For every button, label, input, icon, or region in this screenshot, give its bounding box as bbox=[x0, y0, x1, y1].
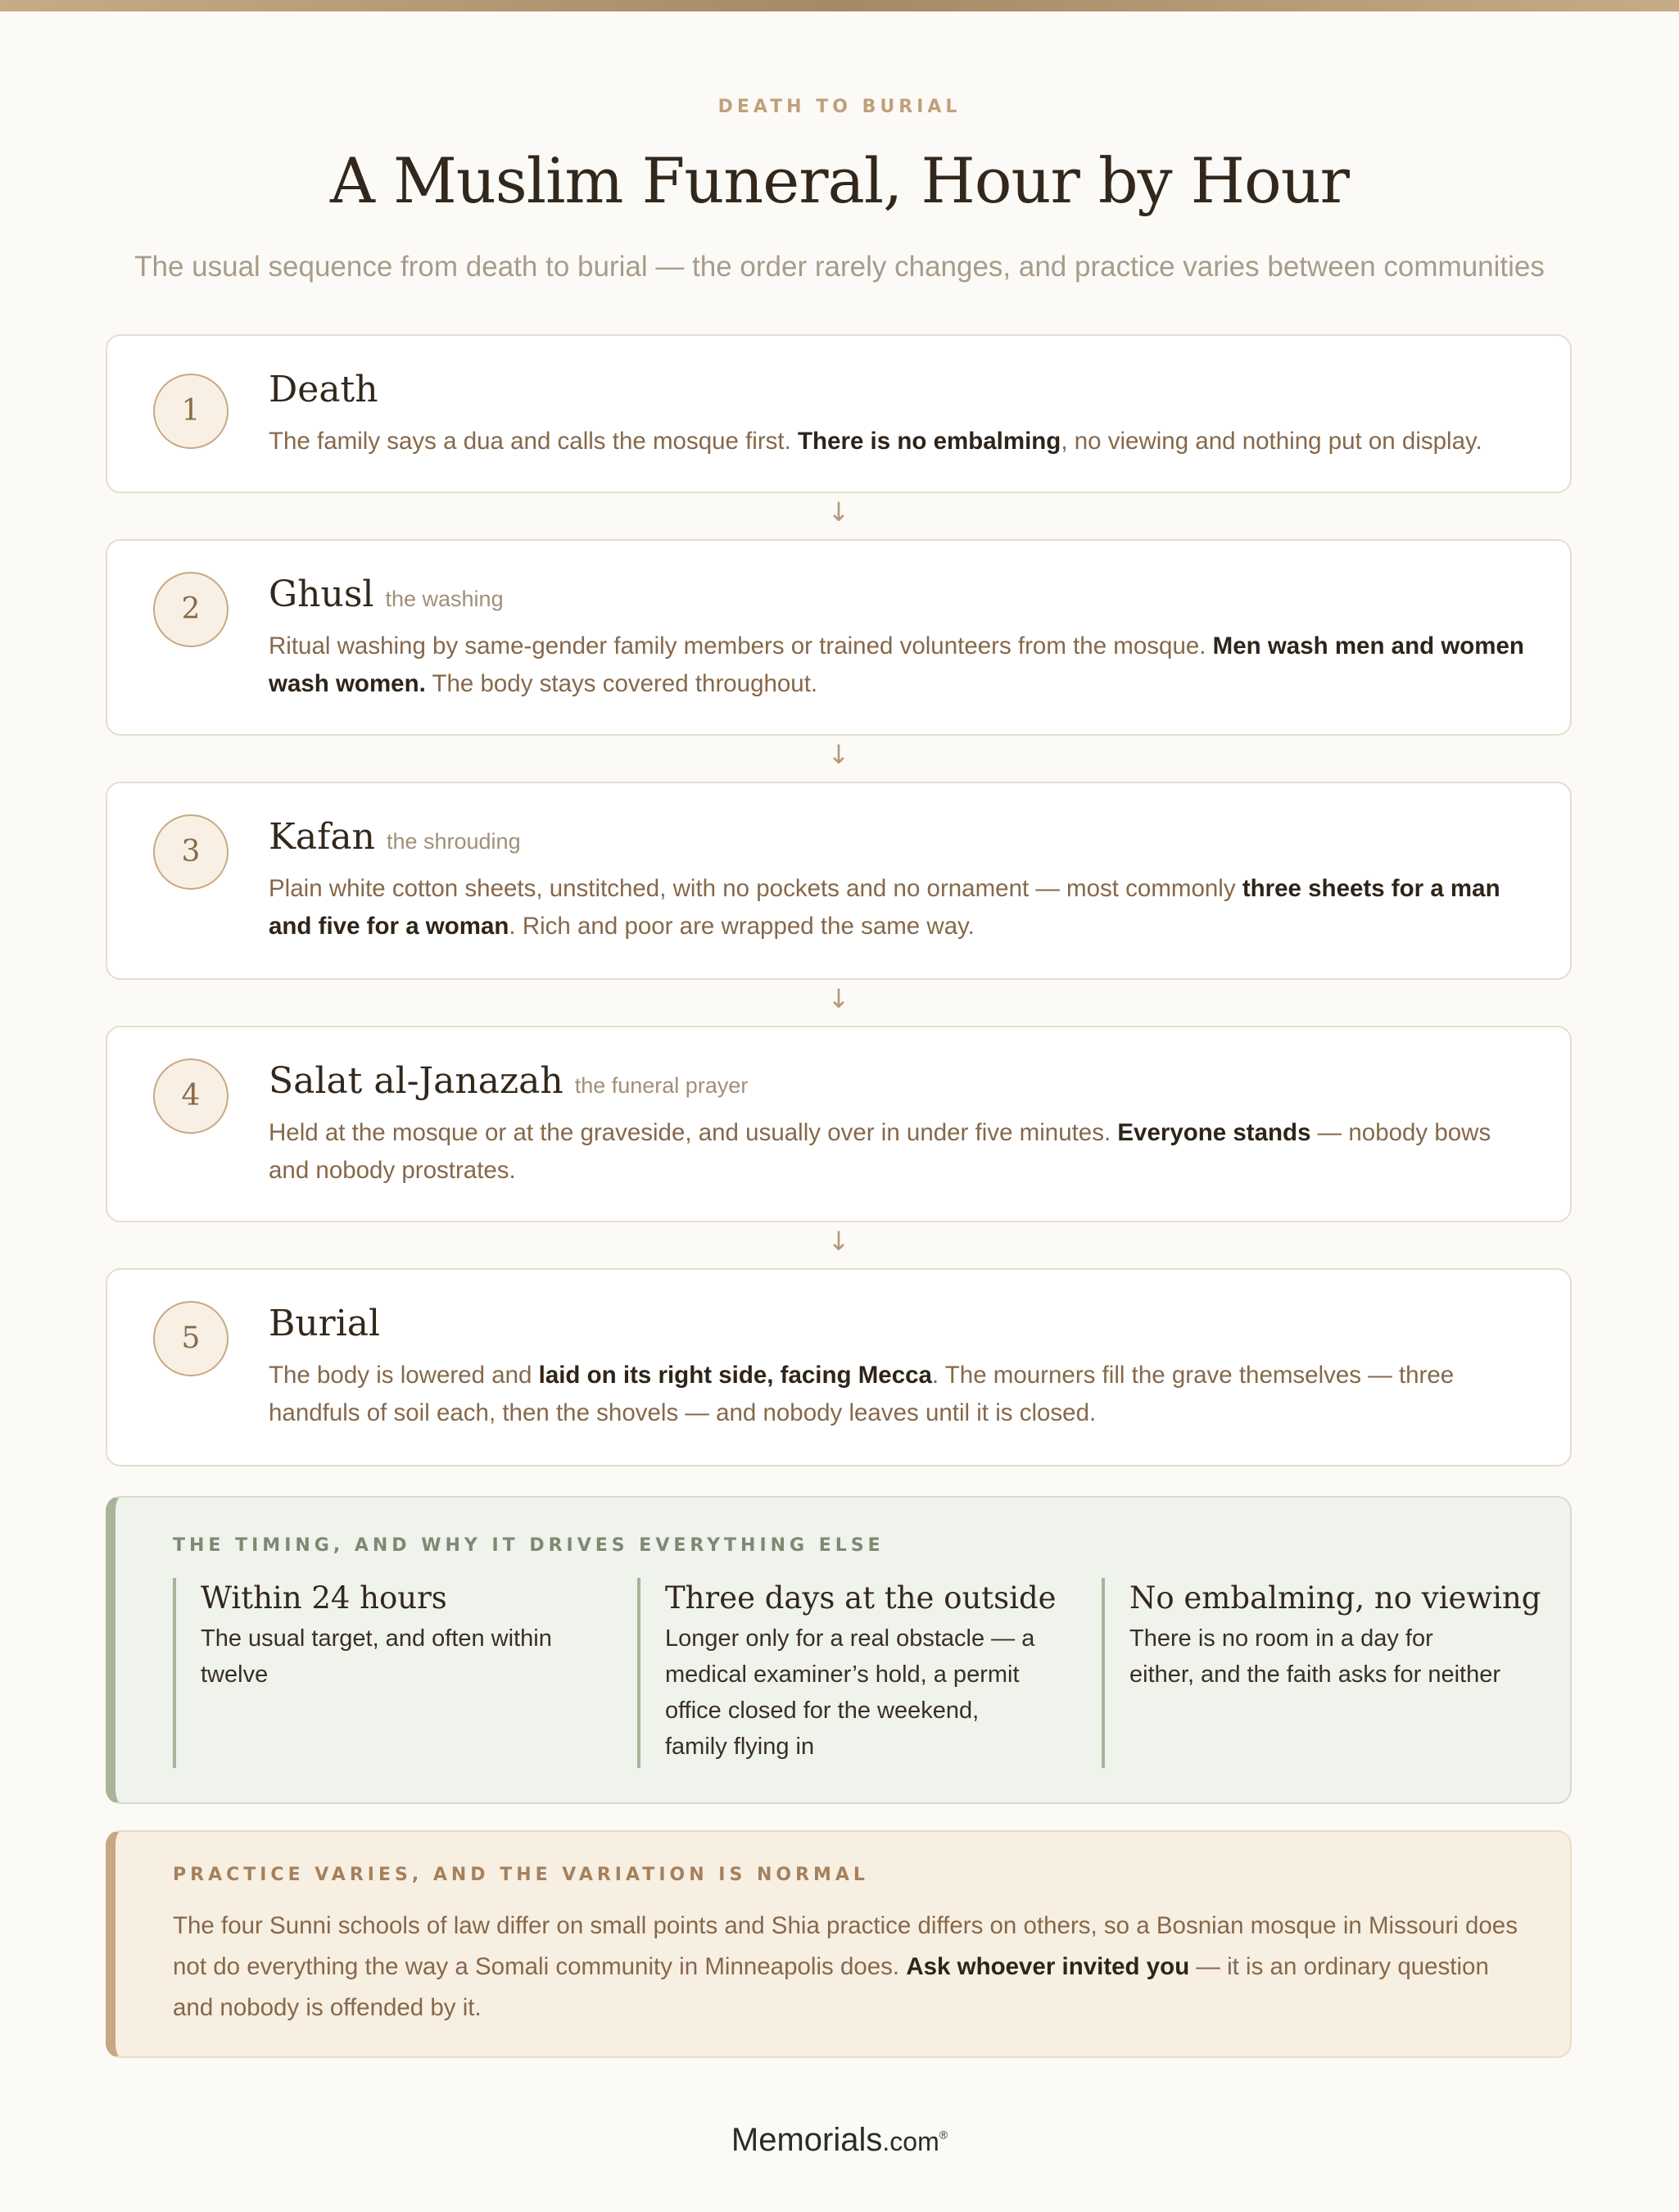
step-card-burial bbox=[106, 1268, 1572, 1466]
down-arrow-icon: ↓ bbox=[827, 496, 850, 528]
down-arrow-icon: ↓ bbox=[827, 1226, 850, 1257]
step-description: The family says a dua and calls the mosque first. There is no embalming, no viewing and nothing put on display. bbox=[269, 428, 1482, 455]
step-description: The body is lowered and laid on its right side, facing Mecca. The mourners fill the grave themselves — three handfuls of soil each, then the shovels — and nobody leaves until it is closed. bbox=[269, 1362, 1455, 1426]
practice-panel bbox=[106, 1830, 1572, 2058]
timing-column-body: Longer only for a real obstacle — a medical examiner’s hold, a permit office closed for the weekend, family flying in bbox=[665, 1625, 1035, 1760]
page-subtitle: The usual sequence from death to burial — the order rarely changes, and practice varies between communities bbox=[134, 251, 1545, 283]
step-subtitle: the washing bbox=[385, 587, 504, 611]
step-title: Ghusl bbox=[269, 573, 374, 615]
top-accent-bar bbox=[0, 0, 1679, 11]
memorials-logo: Memorials.com® bbox=[731, 2122, 948, 2158]
step-number-badge: 4 bbox=[153, 1058, 229, 1134]
step-subtitle: the funeral prayer bbox=[574, 1073, 749, 1098]
step-description: Plain white cotton sheets, unstitched, with no pockets and no ornament — most commonly three sheets for a man and five for a woman. Rich and poor are wrapped the same way. bbox=[269, 875, 1500, 940]
step-number-badge: 1 bbox=[153, 374, 229, 449]
step-heading bbox=[269, 1060, 748, 1102]
step-description: Held at the mosque or at the graveside, and usually over in under five minutes. Everyone stands — nobody bows and nobody prostrates. bbox=[269, 1119, 1491, 1184]
practice-label: PRACTICE VARIES, AND THE VARIATION IS NORMAL bbox=[173, 1865, 869, 1885]
step-card-ghusl bbox=[106, 539, 1572, 736]
practice-body: The four Sunni schools of law differ on small points and Shia practice differs on others, so a Bosnian mosque in Missouri does not do everything the way a Somali community in Minneapolis does. Ask whoever invited you — it is an ordinary question and nobody is offended by it. bbox=[173, 1912, 1518, 2021]
step-description: Ritual washing by same-gender family members or trained volunteers from the mosque. Men wash men and women wash women. The body stays covered throughout. bbox=[269, 632, 1524, 697]
step-subtitle: the shrouding bbox=[386, 829, 521, 854]
step-heading bbox=[269, 369, 378, 410]
step-number-badge: 2 bbox=[153, 572, 229, 647]
step-number-badge: 5 bbox=[153, 1301, 229, 1376]
down-arrow-icon: ↓ bbox=[827, 739, 850, 770]
timing-column-title: Within 24 hours bbox=[201, 1580, 447, 1616]
timing-panel bbox=[106, 1496, 1572, 1804]
timing-column-body: The usual target, and often within twelve bbox=[201, 1625, 552, 1688]
step-heading bbox=[269, 1303, 380, 1344]
timing-column-title: Three days at the outside bbox=[665, 1580, 1057, 1616]
timing-column bbox=[173, 1578, 574, 1768]
timing-label: THE TIMING, AND WHY IT DRIVES EVERYTHING ELSE bbox=[173, 1535, 885, 1556]
timing-column-body: There is no room in a day for either, and the faith asks for neither bbox=[1129, 1625, 1500, 1688]
step-card-kafan bbox=[106, 782, 1572, 980]
step-title: Salat al-Janazah bbox=[269, 1060, 563, 1102]
step-heading bbox=[269, 816, 521, 858]
step-title: Death bbox=[269, 369, 378, 410]
step-number-badge: 3 bbox=[153, 814, 229, 890]
timing-column-title: No embalming, no viewing bbox=[1129, 1580, 1541, 1616]
timing-column bbox=[637, 1578, 1057, 1768]
step-title: Burial bbox=[269, 1303, 381, 1344]
step-card-salat-al-janazah bbox=[106, 1026, 1572, 1222]
step-heading bbox=[269, 573, 504, 615]
eyebrow: DEATH TO BURIAL bbox=[717, 97, 962, 117]
step-card-death bbox=[106, 334, 1572, 493]
timing-column bbox=[1102, 1578, 1541, 1768]
down-arrow-icon: ↓ bbox=[827, 983, 850, 1014]
step-title: Kafan bbox=[269, 816, 375, 858]
page-title: A Muslim Funeral, Hour by Hour bbox=[329, 144, 1350, 217]
